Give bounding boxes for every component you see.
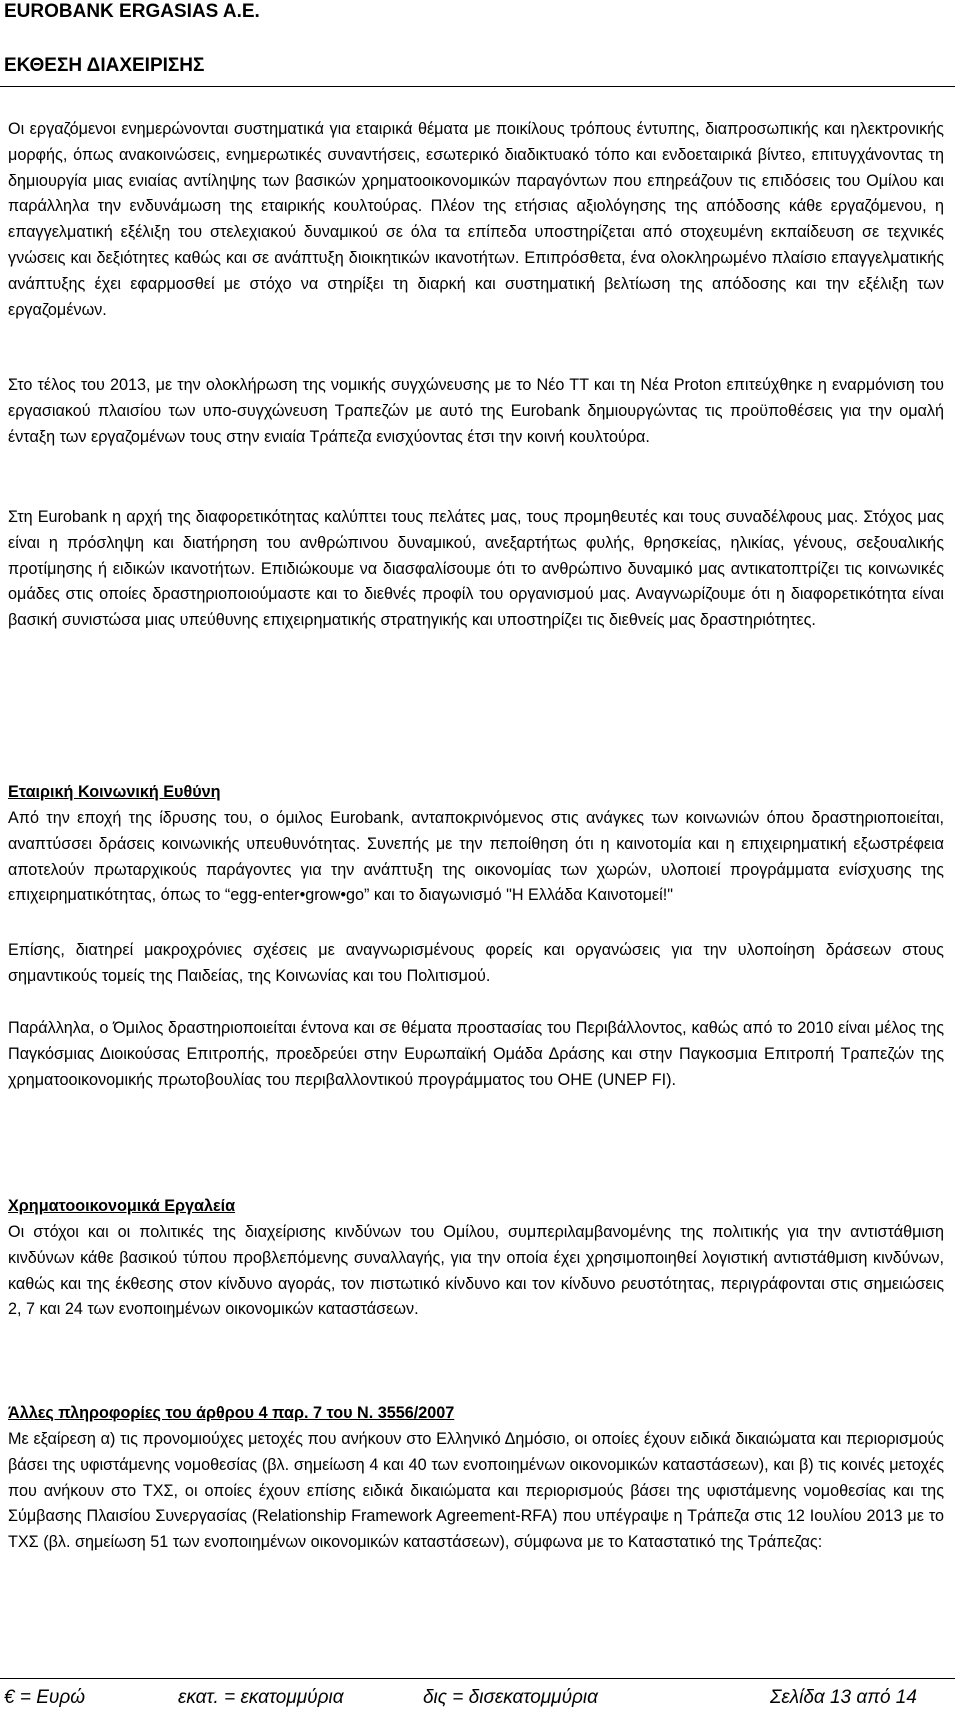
footer-euro-legend: € = Ευρώ [4,1687,86,1708]
section-title-financial-instruments: Χρηματοοικονομικά Εργαλεία [8,1197,236,1215]
paragraph-text: Οι στόχοι και οι πολιτικές της διαχείρισης κινδύνων του Ομίλου, συμπεριλαμβανομένης της πολιτικής για την αντιστάθμιση κινδύνων κάθε βασικού τύπου προβλεπόμενης συναλλαγής, για την οποία έχει χρησιμοποιηθεί λογιστική αντιστάθμιση κινδύνων, καθώς και της έκθεσης στον κίνδυνο αγοράς, τον πιστωτικό κίνδυνο και τον κίνδυνο ρευστότητας, περιγράφονται στις σημειώσεις 2, 7 και 24 των ενοποιημένων οικονομικών καταστάσεων. [8,1223,944,1319]
paragraph-text: Οι εργαζόμενοι ενημερώνονται συστηματικά για εταιρικά θέματα με ποικίλους τρόπους έντυπης, διαπροσωπικής και ηλεκτρονικής μορφής, όπως ανακοινώσεις, ενημερωτικές συναντήσεις, εσωτερικό διαδικτυακό τόπο και ενδοεταιρικά βίντεο, επιτυγχάνοντας τη δημιουργία μιας ενιαίας αντίληψης των βασικών χρηματοοικονομικών παραγόντων που επηρεάζουν τις επιδόσεις του Ομίλου και παράλληλα την ενδυνάμωση της εταιρικής κουλτούρας. Πλέον της ετήσιας αξιολόγησης της απόδοσης κάθε εργαζόμενου, η επαγγελματική εξέλιξη του στελεχιακού δυναμικού σε όλα τα επίπεδα υποστηρίζεται από στοχευμένη εκπαίδευση σε τεχνικές γνώσεις και δεξιότητες καθώς και σε ανάπτυξη διοικητικών ικανοτήτων. Επιπρόσθετα, ένα ολοκληρωμένο πλαίσιο επαγγελματικής ανάπτυξης έχει εφαρμοσθεί με στόχο να στηρίξει τη διαρκή και συστηματική βελτίωση της απόδοσης και την εξέλιξη των εργαζομένων. [8,120,944,319]
paragraph-text: Από την εποχή της ίδρυσης του, ο όμιλος Eurobank, ανταποκρινόμενος στις ανάγκες των κοινωνιών όπου δραστηριοποιείται, αναπτύσσει δράσεις κοινωνικής υπευθυνότητας. Συνεπής με την πεποίθηση ότι η καινοτομία και η επιχειρηματική εξωστρέφεια αποτελούν πρωταρχικούς παράγοντες για την ανάπτυξη της οικονομίας των χωρών, υλοποιεί προγράμματα ενίσχυσης της επιχειρηματικότητας, όπως το “egg-enter•grow•go” και το διαγωνισμό "Η Ελλάδα Καινοτομεί!" [8,809,944,905]
paragraph-merger [8,373,944,450]
paragraph-text: Στο τέλος του 2013, με την ολοκλήρωση της νομικής συγχώνευσης με το Νέο ΤΤ και τη Νέα Proton επιτεύχθηκε η εναρμόνιση του εργασιακού πλαισίου των υπο-συγχώνευση Τραπεζών με αυτό της Eurobank δημιουργώντας τις προϋποθέσεις για την ομαλή ένταξη των εργαζομένων τους στην ενιαία Τράπεζα ενισχύοντας έτσι την κοινή κουλτούρα. [8,376,944,446]
footer-billion-legend: δις = δισεκατομμύρια [423,1687,598,1708]
page-footer [4,1684,944,1712]
header-divider [0,86,955,87]
paragraph-employees-communication [8,117,944,323]
paragraph-financial-instruments [8,1220,944,1323]
paragraph-csr-2 [8,938,944,990]
paragraph-text: Επίσης, διατηρεί μακροχρόνιες σχέσεις με αναγνωρισμένους φορείς και οργανώσεις για την υλοποίηση δράσεων στους σημαντικούς τομείς της Παιδείας, της Κοινωνίας και του Πολιτισμού. [8,941,944,985]
page-number: Σελίδα 13 από 14 [770,1687,917,1708]
paragraph-csr-3 [8,1016,944,1093]
paragraph-csr-1 [8,806,944,909]
section-title-other-info: Άλλες πληροφορίες του άρθρου 4 παρ. 7 του Ν. 3556/2007 [8,1404,455,1422]
footer-million-legend: εκατ. = εκατομμύρια [178,1687,344,1708]
paragraph-other-info [8,1427,944,1556]
paragraph-text: Στη Eurobank η αρχή της διαφορετικότητας καλύπτει τους πελάτες μας, τους προμηθευτές και τους συναδέλφους μας. Στόχος μας είναι η πρόσληψη και διατήρηση του ανθρώπινου δυναμικού, ανεξαρτήτως φυλής, θρησκείας, ηλικίας, γένους, σεξουαλικής προτίμησης ή ειδικών ικανοτήτων. Επιδιώκουμε να διασφαλίσουμε ότι το ανθρώπινο δυναμικό μας αντικατοπτρίζει τις κοινωνικές ομάδες στις οποίες δραστηριοποιούμαστε και το διεθνές προφίλ του οργανισμού μας. Αναγνωρίζουμε ότι η διαφορετικότητα είναι βασική συνιστώσα μιας υπεύθυνης επιχειρηματικής στρατηγικής και υποστηρίζει τις διεθνείς μας δραστηριότητες. [8,508,944,630]
footer-divider [0,1678,955,1679]
paragraph-text: Με εξαίρεση α) τις προνομιούχες μετοχές που ανήκουν στο Ελληνικό Δημόσιο, οι οποίες έχουν ειδικά δικαιώματα και περιορισμούς βάσει της υφιστάμενης νομοθεσίας (βλ. σημείωση 4 και 40 των ενοποιημένων οικονομικών καταστάσεων), και β) τις κοινές μετοχές που ανήκουν στο ΤΧΣ, οι οποίες έχουν επίσης ειδικά δικαιώματα και περιορισμούς βάσει της υφιστάμενης νομοθεσίας και της Σύμβασης Πλαισίου Συνεργασίας (Relationship Framework Agreement-RFA) που υπέγραψε η Τράπεζα στις 12 Ιουλίου 2013 με το ΤΧΣ (βλ. σημείωση 51 των ενοποιημένων οικονομικών καταστάσεων), σύμφωνα με το Καταστατικό της Τράπεζας: [8,1430,944,1552]
paragraph-text: Παράλληλα, ο Όμιλος δραστηριοποιείται έντονα και σε θέματα προστασίας του Περιβάλλοντος, καθώς από το 2010 είναι μέλος της Παγκόσμιας Διοικούσας Επιτροπής, προεδρεύει στην Ευρωπαϊκή Ομάδα Δράσης και στην Παγκοσμια Επιτροπή Τραπεζών της χρηματοοικονομικής πρωτοβουλίας του περιβαλλοντικού προγράμματος του ΟΗΕ (UNEP FI). [8,1019,944,1089]
company-name: EUROBANK ERGASIAS A.E. [4,1,260,22]
report-title: ΕΚΘΕΣΗ ΔΙΑΧΕΙΡΙΣΗΣ [4,55,205,76]
section-title-csr: Εταιρική Κοινωνική Ευθύνη [8,783,221,801]
paragraph-diversity [8,505,944,634]
